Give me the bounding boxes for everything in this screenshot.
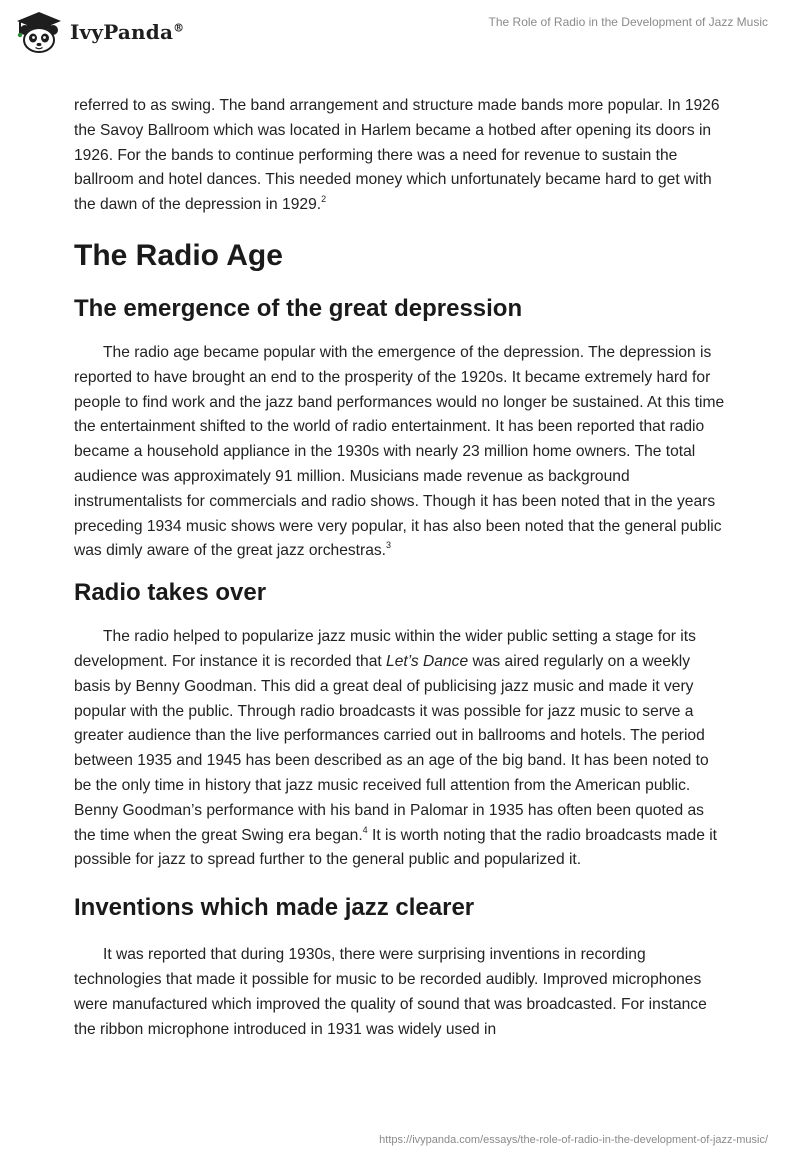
- paragraph-swing-text: referred to as swing. The band arrangement and structure made bands more popular. In 1926 the Savoy Ballroom which was located in Harlem became a hotbed after opening its doors in 1926. For the bands to continue performing there was a need for revenue to sustain the ballroom and hotel dances. This needed money which unfortunately became hard to get with the dawn of the depression in 1929.: [74, 97, 720, 214]
- paragraph-swing: [74, 94, 726, 218]
- panda-graduate-icon: [14, 10, 64, 54]
- document-title: The Role of Radio in the Development of Jazz Music: [488, 15, 768, 29]
- heading-radio-age: The Radio Age: [74, 238, 283, 272]
- page-header: [0, 0, 800, 70]
- heading-radio-takes-over: Radio takes over: [74, 579, 267, 607]
- paragraph-radio-text-b: was aired regularly on a weekly basis by Benny Goodman. This did a great deal of publicising jazz music and made it very popular with the public. Through radio broadcasts it was possible for jazz music to serve a greater audience than the live performances carried out in ballrooms and hotels. The period between 1935 and 1945 has been described as an age of the big band. It has been noted to be the only time in history that jazz music received full attention from the American public. Benny Goodman’s performance with his band in Palomar in 1935 has often been quoted as the time when the great Swing era began.: [74, 652, 709, 844]
- heading-great-depression: The emergence of the great depression: [74, 294, 523, 322]
- source-url[interactable]: https://ivypanda.com/essays/the-role-of-radio-in-the-development-of-jazz-music/: [379, 1134, 768, 1146]
- brand-name: [70, 20, 184, 44]
- article-body: [74, 70, 726, 1042]
- paragraph-inventions: It was reported that during 1930s, there were surprising inventions in recording technologies that made it possible for music to be recorded audibly. Improved microphones were manufactured which improved the quality of sound that was broadcasted. For instance the ribbon microphone introduced in 1931 was widely used in: [74, 946, 707, 1038]
- brand-logo[interactable]: [14, 10, 184, 54]
- paragraph-radio-text-c: It is worth noting that the radio broadcasts made it possible for jazz to spread further to the general public and popularized it.: [74, 826, 718, 869]
- paragraph-radio-text-a: The radio helped to popularize jazz music within the wider public setting a stage for its development. For instance it is recorded that: [74, 628, 696, 670]
- paragraph-radio-takes-over: [74, 625, 726, 873]
- paragraph-depression: [74, 341, 726, 564]
- footnote-ref-4[interactable]: 4: [362, 824, 368, 835]
- footnote-ref-2[interactable]: 2: [321, 194, 327, 205]
- registered-mark: ®: [173, 21, 185, 35]
- footnote-ref-3[interactable]: 3: [386, 540, 392, 551]
- show-title-lets-dance: Let’s Dance: [386, 652, 469, 670]
- brand-text: IvyPanda: [70, 20, 174, 44]
- paragraph-depression-text: The radio age became popular with the emergence of the depression. The depression is reported to have brought an end to the prosperity of the 1920s. It became extremely hard for people to find work and the jazz band performances would no longer be sustained. At this time the entertainment shifted to the world of radio entertainment. It has been reported that radio became a household appliance in the 1930s with nearly 23 million home owners. The total audience was approximately 91 million. Musicians made revenue as background instrumentalists for commercials and radio shows. Though it has been noted that in the years preceding 1934 music shows were very popular, it has also been noted that the general public was dimly aware of the great jazz orchestras.: [74, 343, 725, 560]
- heading-inventions: Inventions which made jazz clearer: [74, 894, 475, 922]
